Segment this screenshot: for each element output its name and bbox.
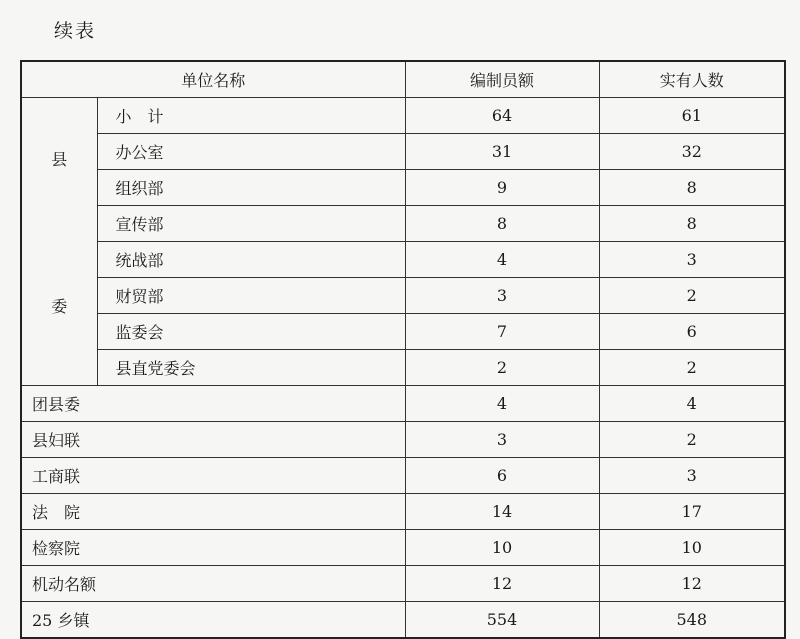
row-name: 宣传部 <box>97 206 405 242</box>
row-actual: 32 <box>599 134 785 170</box>
group-label-top: 县 <box>51 149 68 169</box>
table-row <box>21 566 785 602</box>
table-row <box>21 242 785 278</box>
table-row <box>21 170 785 206</box>
row-authorized: 6 <box>405 458 599 494</box>
table-row <box>21 458 785 494</box>
row-authorized: 2 <box>405 350 599 386</box>
row-actual: 17 <box>599 494 785 530</box>
row-actual: 8 <box>599 170 785 206</box>
row-authorized: 7 <box>405 314 599 350</box>
table-row <box>21 386 785 422</box>
row-name: 统战部 <box>97 242 405 278</box>
table-row <box>21 494 785 530</box>
group-label-county-committee <box>21 98 97 386</box>
table-row <box>21 98 785 134</box>
table-caption: 续表 <box>54 20 97 42</box>
row-actual: 61 <box>599 98 785 134</box>
table-row <box>21 530 785 566</box>
row-name: 监委会 <box>97 314 405 350</box>
row-actual: 10 <box>599 530 785 566</box>
table-row <box>21 278 785 314</box>
row-actual: 8 <box>599 206 785 242</box>
row-actual: 3 <box>599 458 785 494</box>
row-name: 办公室 <box>97 134 405 170</box>
row-name: 工商联 <box>21 458 405 494</box>
table-row <box>21 350 785 386</box>
row-authorized: 8 <box>405 206 599 242</box>
row-authorized: 10 <box>405 530 599 566</box>
row-authorized: 4 <box>405 386 599 422</box>
row-authorized: 3 <box>405 422 599 458</box>
row-actual: 548 <box>599 602 785 639</box>
row-authorized: 554 <box>405 602 599 639</box>
row-name: 组织部 <box>97 170 405 206</box>
table-row <box>21 134 785 170</box>
row-authorized: 3 <box>405 278 599 314</box>
row-name: 小 计 <box>97 98 405 134</box>
row-authorized: 64 <box>405 98 599 134</box>
row-actual: 12 <box>599 566 785 602</box>
header-actual: 实有人数 <box>599 61 785 98</box>
table-row <box>21 422 785 458</box>
row-name: 县直党委会 <box>97 350 405 386</box>
row-authorized: 31 <box>405 134 599 170</box>
row-name: 机动名额 <box>21 566 405 602</box>
row-name: 团县委 <box>21 386 405 422</box>
row-name: 县妇联 <box>21 422 405 458</box>
table-row <box>21 314 785 350</box>
group-label-bottom: 委 <box>51 296 68 316</box>
header-row <box>21 61 785 98</box>
row-actual: 2 <box>599 350 785 386</box>
row-actual: 2 <box>599 422 785 458</box>
staffing-table <box>20 60 786 639</box>
row-authorized: 9 <box>405 170 599 206</box>
row-authorized: 4 <box>405 242 599 278</box>
row-name: 法 院 <box>21 494 405 530</box>
row-authorized: 14 <box>405 494 599 530</box>
row-actual: 6 <box>599 314 785 350</box>
row-actual: 4 <box>599 386 785 422</box>
header-unit-name: 单位名称 <box>21 61 405 98</box>
row-name: 检察院 <box>21 530 405 566</box>
header-authorized: 编制员额 <box>405 61 599 98</box>
table-row <box>21 206 785 242</box>
table-row <box>21 602 785 639</box>
row-actual: 3 <box>599 242 785 278</box>
row-name: 财贸部 <box>97 278 405 314</box>
row-name: 25 乡镇 <box>21 602 405 639</box>
row-authorized: 12 <box>405 566 599 602</box>
row-actual: 2 <box>599 278 785 314</box>
